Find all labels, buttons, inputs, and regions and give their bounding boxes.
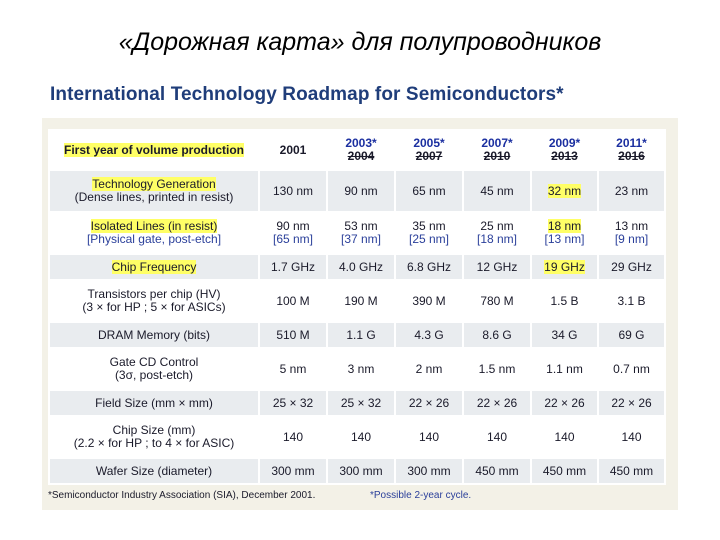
table-cell: 140	[531, 416, 598, 458]
header-year-cell	[327, 130, 395, 170]
row-label: Chip Size (mm)	[112, 423, 196, 437]
table-cell: 29 GHz	[598, 254, 665, 280]
cell-subvalue: [25 nm]	[408, 232, 450, 246]
header-label: First year of volume production	[63, 142, 245, 157]
table-row	[49, 390, 665, 416]
table-row	[49, 416, 665, 458]
roadmap-title: International Technology Roadmap for Semiconductors*	[50, 84, 564, 105]
table-cell: 22 × 26	[463, 390, 531, 416]
cell-subvalue: [13 nm]	[544, 232, 585, 246]
table-cell: 34 G	[531, 322, 598, 348]
table-cell: 300 mm	[395, 458, 463, 484]
table-cell	[395, 212, 463, 254]
table-cell: 45 nm	[463, 170, 531, 212]
table-cell	[531, 254, 598, 280]
table-cell: 22 × 26	[598, 390, 665, 416]
table-cell: 22 × 26	[531, 390, 598, 416]
row-label: Wafer Size (diameter)	[95, 463, 213, 478]
table-cell: 450 mm	[531, 458, 598, 484]
table-cell: 300 mm	[259, 458, 327, 484]
table-cell: 1.5 B	[531, 280, 598, 322]
table-cell: 1.1 nm	[531, 348, 598, 390]
row-label: Isolated Lines (in resist)	[90, 219, 218, 233]
table-cell: 22 × 26	[395, 390, 463, 416]
table-cell: 25 × 32	[327, 390, 395, 416]
table-cell: 190 M	[327, 280, 395, 322]
table-row	[49, 458, 665, 484]
header-year-bottom: 2004	[347, 149, 375, 163]
table-cell: 450 mm	[463, 458, 531, 484]
row-sublabel: (Dense lines, printed in resist)	[74, 190, 234, 204]
cell-value: 13 nm	[614, 219, 649, 233]
table-cell: 69 G	[598, 322, 665, 348]
table-cell: 100 M	[259, 280, 327, 322]
table-cell: 780 M	[463, 280, 531, 322]
highlighted-value: 18 nm	[547, 219, 582, 233]
header-row	[49, 130, 665, 170]
table-cell: 4.0 GHz	[327, 254, 395, 280]
slide-title: «Дорожная карта» для полупроводников	[118, 28, 602, 56]
row-label: Gate CD Control	[109, 355, 199, 369]
table-row	[49, 212, 665, 254]
table-cell: 140	[463, 416, 531, 458]
table-cell: 5 nm	[259, 348, 327, 390]
table-cell: 450 mm	[598, 458, 665, 484]
table-cell: 12 GHz	[463, 254, 531, 280]
header-year-cell	[463, 130, 531, 170]
table-cell: 1.1 G	[327, 322, 395, 348]
table-cell: 3 nm	[327, 348, 395, 390]
table-cell: 4.3 G	[395, 322, 463, 348]
cell-value: 35 nm	[412, 219, 446, 233]
header-year-bottom: 2013	[551, 149, 578, 163]
table-cell	[598, 212, 665, 254]
header-year-bottom: 2010	[483, 149, 511, 163]
cell-subvalue: [9 nm]	[614, 232, 649, 246]
table-cell: 3.1 B	[598, 280, 665, 322]
header-year-top: 2005*	[413, 136, 445, 150]
row-label: Field Size (mm × mm)	[95, 395, 213, 410]
table-cell: 1.5 nm	[463, 348, 531, 390]
cell-subvalue: [18 nm]	[476, 232, 518, 246]
row-label: Technology Generation	[92, 177, 216, 191]
header-year-cell	[531, 130, 598, 170]
table-cell: 23 nm	[598, 170, 665, 212]
table-cell	[531, 170, 598, 212]
table-cell: 140	[395, 416, 463, 458]
table-cell: 0.7 nm	[598, 348, 665, 390]
table-cell: 6.8 GHz	[395, 254, 463, 280]
roadmap-table	[48, 129, 666, 485]
header-year-cell	[598, 130, 665, 170]
row-sublabel: (3σ, post-etch)	[114, 368, 194, 382]
table-cell: 390 M	[395, 280, 463, 322]
table-cell: 90 nm	[327, 170, 395, 212]
highlighted-value: 32 nm	[547, 183, 582, 198]
table-cell: 1.7 GHz	[259, 254, 327, 280]
table-row	[49, 322, 665, 348]
table-cell: 25 × 32	[259, 390, 327, 416]
table-cell: 8.6 G	[463, 322, 531, 348]
row-label: Chip Frequency	[111, 259, 197, 274]
header-year-top: 2003*	[345, 136, 377, 150]
cell-value: 90 nm	[276, 219, 310, 233]
row-sublabel: [Physical gate, post-etch]	[86, 232, 222, 246]
table-cell: 510 M	[259, 322, 327, 348]
header-year-bottom: 2016	[618, 149, 645, 163]
cell-value: 53 nm	[344, 219, 378, 233]
table-row	[49, 280, 665, 322]
footnote-source: *Semiconductor Industry Association (SIA), December 2001.	[48, 490, 316, 501]
row-label: Transistors per chip (HV)	[87, 287, 221, 301]
cell-value: 25 nm	[480, 219, 514, 233]
table-cell	[531, 212, 598, 254]
table-row	[49, 348, 665, 390]
header-year-top: 2007*	[481, 136, 513, 150]
table-cell: 140	[259, 416, 327, 458]
table-cell: 2 nm	[395, 348, 463, 390]
header-year-top: 2009*	[548, 136, 581, 150]
highlighted-value: 19 GHz	[544, 259, 585, 274]
cell-subvalue: [65 nm]	[272, 232, 314, 246]
table-row	[49, 254, 665, 280]
table-cell: 65 nm	[395, 170, 463, 212]
header-year-bottom: 2007	[415, 149, 443, 163]
header-year-top: 2011*	[616, 136, 647, 150]
row-label: DRAM Memory (bits)	[97, 327, 210, 342]
table-cell	[259, 212, 327, 254]
row-sublabel: (3 × for HP ; 5 × for ASICs)	[82, 300, 226, 314]
table-cell	[463, 212, 531, 254]
table-row	[49, 170, 665, 212]
header-first-year: 2001	[259, 130, 327, 170]
table-cell: 300 mm	[327, 458, 395, 484]
header-year-cell	[395, 130, 463, 170]
table-cell	[327, 212, 395, 254]
table-cell: 140	[327, 416, 395, 458]
footnote-cycle: *Possible 2-year cycle.	[370, 490, 472, 501]
cell-subvalue: [37 nm]	[340, 232, 382, 246]
table-cell: 140	[598, 416, 665, 458]
table-cell: 130 nm	[259, 170, 327, 212]
row-sublabel: (2.2 × for HP ; to 4 × for ASIC)	[73, 436, 235, 450]
